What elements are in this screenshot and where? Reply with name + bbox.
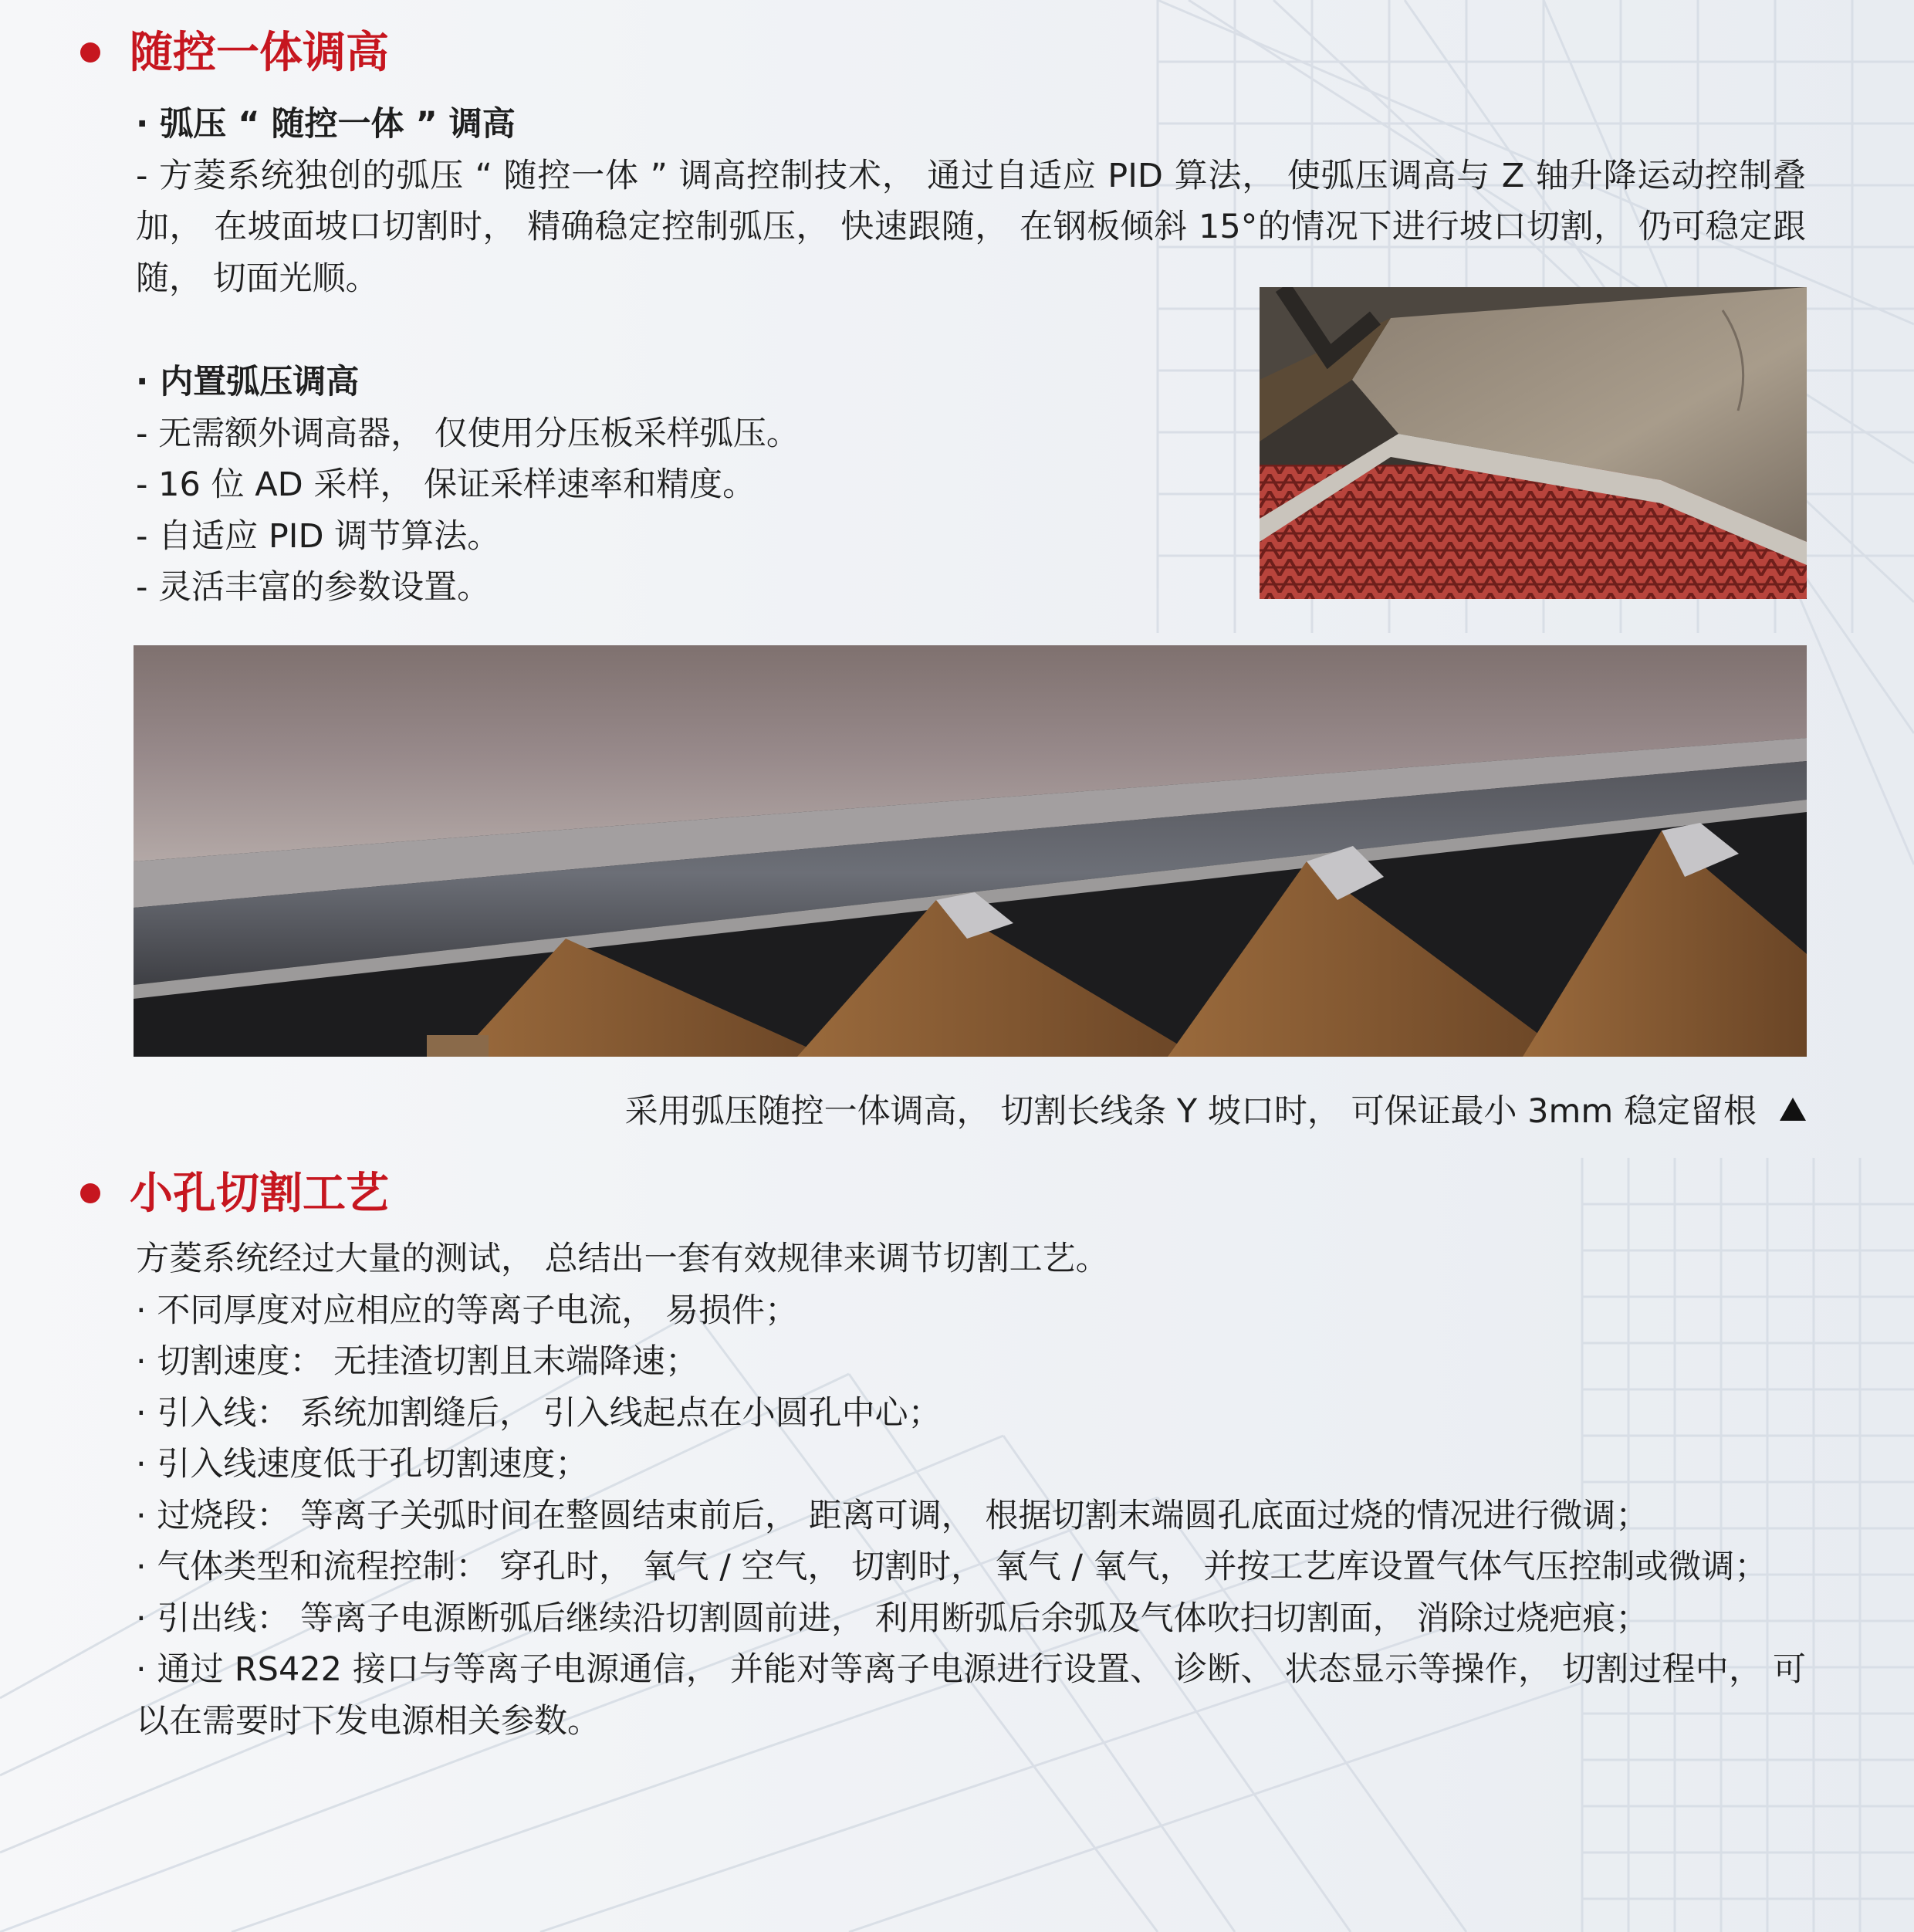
- list-item: · 引入线速度低于孔切割速度；: [136, 1445, 589, 1484]
- sub-heading: · 内置弧压调高: [136, 363, 360, 401]
- long-y-bevel-photo: [134, 645, 1807, 1057]
- section-title: 随控一体调高: [130, 27, 389, 78]
- list-item: - 灵活丰富的参数设置。: [136, 568, 491, 607]
- list-item: - 自适应 PID 调节算法。: [136, 516, 501, 556]
- small-hole-process-block: [136, 1233, 1806, 1747]
- builtin-arc-voltage-block: [136, 357, 1216, 614]
- bullet-dot-icon: [80, 1183, 100, 1203]
- paragraph: - 方菱系统独创的弧压 “ 随控一体 ” 调高控制技术， 通过自适应 PID 算法， 使弧压调高与 Z 轴升降运动控制叠加， 在坡面坡口切割时， 精确稳定控制弧压， 快速跟随， 在钢板倾斜 15°的情况下进行坡口切割， 仍可稳定跟随， 切面光顺。: [136, 156, 1806, 298]
- bullet-dot-icon: [80, 42, 100, 63]
- list-item: · 引入线： 系统加割缝后， 引入线起点在小圆孔中心；: [136, 1393, 942, 1433]
- list-item: · 切割速度： 无挂渣切割且末端降速；: [136, 1342, 699, 1381]
- list-item: · 气体类型和流程控制： 穿孔时， 氧气 / 空气， 切割时， 氧气 / 氧气， 并按工艺库设置气体气压控制或微调；: [136, 1548, 1768, 1586]
- caption-text: 采用弧压随控一体调高， 切割长线条 Y 坡口时， 可保证最小 3mm 稳定留根: [624, 1092, 1757, 1131]
- section-heading-small-hole: [80, 1168, 389, 1219]
- list-item: - 无需额外调高器， 仅使用分压板采样弧压。: [136, 414, 800, 453]
- photo-caption: [625, 1085, 1806, 1132]
- list-item: · 通过 RS422 接口与等离子电源通信， 并能对等离子电源进行设置、 诊断、 状态显示等操作， 切割过程中， 可以在需要时下发电源相关参数。: [136, 1650, 1806, 1741]
- triangle-up-icon: [1780, 1098, 1806, 1121]
- section-heading-height-control: [80, 27, 389, 78]
- list-item: · 过烧段： 等离子关弧时间在整圆结束前后， 距离可调， 根据切割末端圆孔底面过烧的情况进行微调；: [136, 1496, 1649, 1535]
- arc-voltage-block: [136, 99, 1806, 304]
- bevel-cut-photo: [1260, 287, 1807, 599]
- list-item: 方菱系统经过大量的测试， 总结出一套有效规律来调节切割工艺。: [136, 1240, 1109, 1278]
- sub-heading: · 弧压 “ 随控一体 ” 调高: [136, 105, 516, 144]
- list-item: · 引出线： 等离子电源断弧后继续沿切割圆前进， 利用断弧后余弧及气体吹扫切割面， 消除过烧疤痕；: [136, 1599, 1649, 1638]
- list-item: - 16 位 AD 采样， 保证采样速率和精度。: [136, 465, 756, 504]
- list-item: · 不同厚度对应相应的等离子电流， 易损件；: [136, 1291, 799, 1330]
- section-title: 小孔切割工艺: [130, 1168, 389, 1219]
